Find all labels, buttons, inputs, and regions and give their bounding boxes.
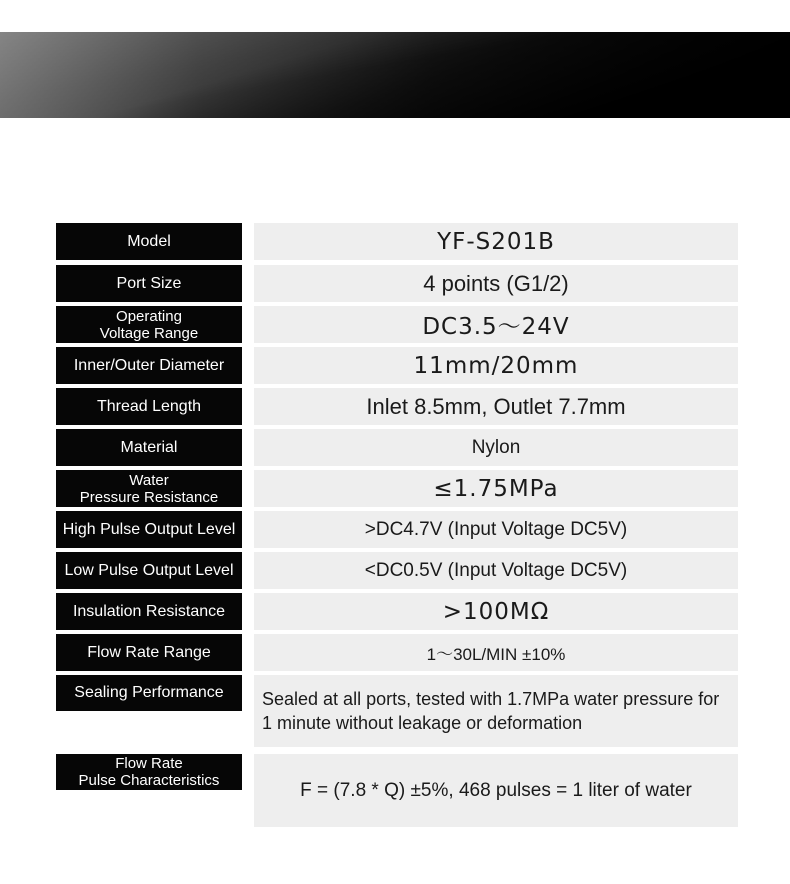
spec-label-insulation: Insulation Resistance (56, 593, 242, 630)
spec-label-material: Material (56, 429, 242, 466)
spec-value-thread-length: Inlet 8.5mm, Outlet 7.7mm (254, 388, 738, 425)
spec-value-model: YF-S201B (254, 223, 738, 260)
spec-label-port-size: Port Size (56, 265, 242, 302)
spec-value-sealing: Sealed at all ports, tested with 1.7MPa water pressure for 1 minute without leakage or deformation (254, 675, 738, 747)
spec-value-voltage-range: DC3.5～24V (254, 306, 738, 343)
spec-label-flow-range: Flow Rate Range (56, 634, 242, 671)
spec-value-insulation: >100MΩ (254, 593, 738, 630)
spec-value-flow-range: 1～30L/MIN ±10% (254, 634, 738, 671)
spec-value-diameter: 11mm/20mm (254, 347, 738, 384)
spec-label-model: Model (56, 223, 242, 260)
spec-label-pulse-characteristics: Flow Rate Pulse Characteristics (56, 754, 242, 790)
spec-label-low-pulse: Low Pulse Output Level (56, 552, 242, 589)
spec-value-port-size: 4 points (G1/2) (254, 265, 738, 302)
spec-value-high-pulse: >DC4.7V (Input Voltage DC5V) (254, 511, 738, 548)
spec-label-diameter: Inner/Outer Diameter (56, 347, 242, 384)
spec-label-sealing: Sealing Performance (56, 675, 242, 711)
spec-value-low-pulse: <DC0.5V (Input Voltage DC5V) (254, 552, 738, 589)
spec-label-voltage-range: Operating Voltage Range (56, 306, 242, 343)
spec-value-pulse-characteristics: F = (7.8 * Q) ±5%, 468 pulses = 1 liter of water (254, 754, 738, 827)
spec-value-material: Nylon (254, 429, 738, 466)
spec-value-pressure-resistance: ≤1.75MPa (254, 470, 738, 507)
spec-label-pressure-resistance: Water Pressure Resistance (56, 470, 242, 507)
spec-label-thread-length: Thread Length (56, 388, 242, 425)
spec-label-high-pulse: High Pulse Output Level (56, 511, 242, 548)
